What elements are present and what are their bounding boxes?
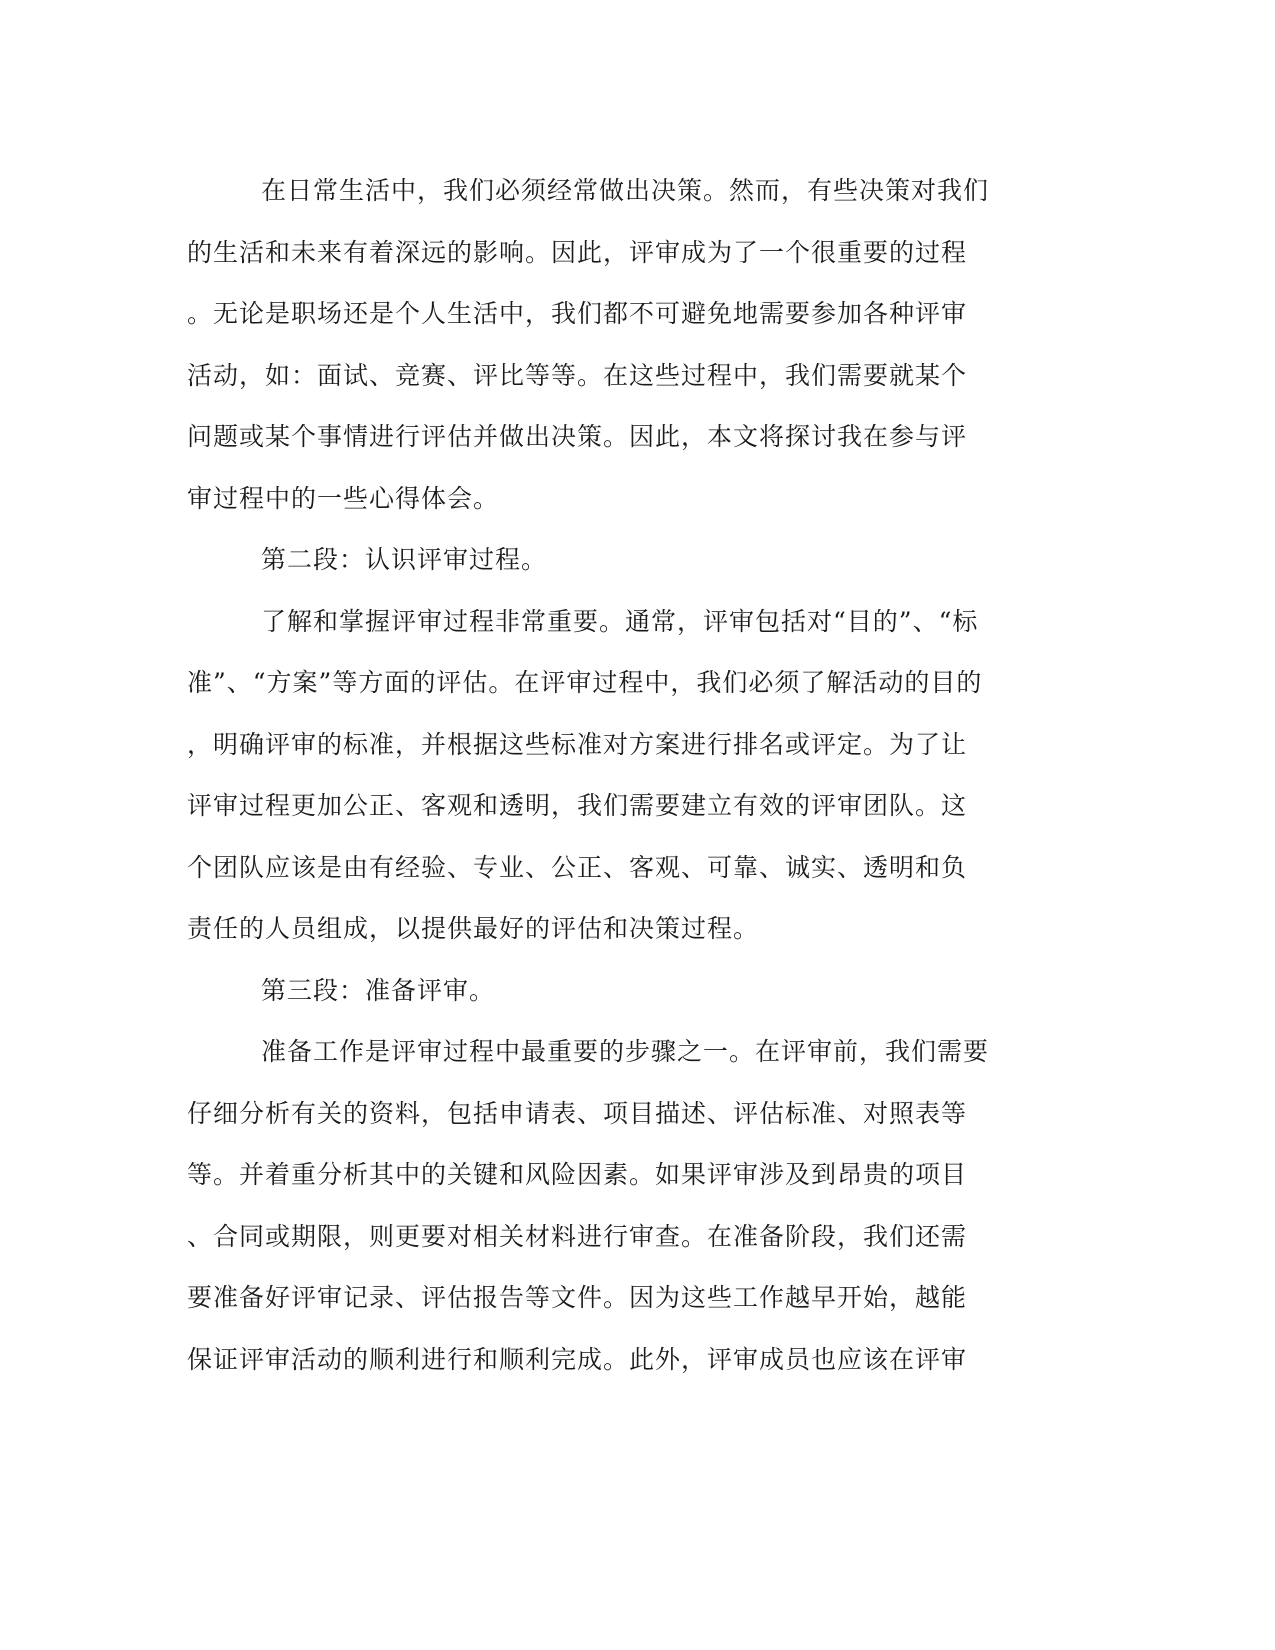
paragraph-line: ，明确评审的标准，并根据这些标准对方案进行排名或评定。为了让	[187, 729, 968, 759]
paragraph-line: 问题或某个事情进行评估并做出决策。因此，本文将探讨我在参与评	[187, 422, 968, 451]
paragraph-line: 活动，如：面试、竞赛、评比等等。在这些过程中，我们需要就某个	[187, 360, 968, 390]
paragraph-line: 。无论是职场还是个人生活中，我们都不可避免地需要参加各种评审	[187, 299, 968, 328]
section-heading: 第三段：准备评审。	[261, 975, 496, 1005]
paragraph-line: 审过程中的一些心得体会。	[187, 483, 500, 513]
paragraph-line: 等。并着重分析其中的关键和风险因素。如果评审涉及到昂贵的项目	[187, 1160, 968, 1189]
paragraph-line: 准”、“方案”等方面的评估。在评审过程中，我们必须了解活动的目的	[187, 668, 983, 697]
section-heading: 第二段：认识评审过程。	[261, 545, 548, 574]
paragraph-line: 在日常生活中，我们必须经常做出决策。然而，有些决策对我们	[261, 176, 990, 205]
paragraph-line: 评审过程更加公正、客观和透明，我们需要建立有效的评审团队。这	[187, 791, 968, 820]
document-body	[187, 160, 1087, 1390]
paragraph-line: 要准备好评审记录、评估报告等文件。因为这些工作越早开始，越能	[187, 1283, 968, 1312]
paragraph-line: 的生活和未来有着深远的影响。因此，评审成为了一个很重要的过程	[187, 237, 968, 267]
paragraph-line: 保证评审活动的顺利进行和顺利完成。此外，评审成员也应该在评审	[187, 1344, 968, 1374]
paragraph-line: 了解和掌握评审过程非常重要。通常，评审包括对“目的”、“标	[261, 606, 979, 636]
paragraph-line: 准备工作是评审过程中最重要的步骤之一。在评审前，我们需要	[261, 1037, 990, 1066]
paragraph-line: 责任的人员组成，以提供最好的评估和决策过程。	[187, 914, 760, 943]
paragraph-line: 、合同或期限，则更要对相关材料进行审查。在准备阶段，我们还需	[187, 1221, 968, 1251]
paragraph-line: 仔细分析有关的资料，包括申请表、项目描述、评估标准、对照表等	[187, 1098, 968, 1128]
paragraph-line: 个团队应该是由有经验、专业、公正、客观、可靠、诚实、透明和负	[187, 852, 968, 882]
